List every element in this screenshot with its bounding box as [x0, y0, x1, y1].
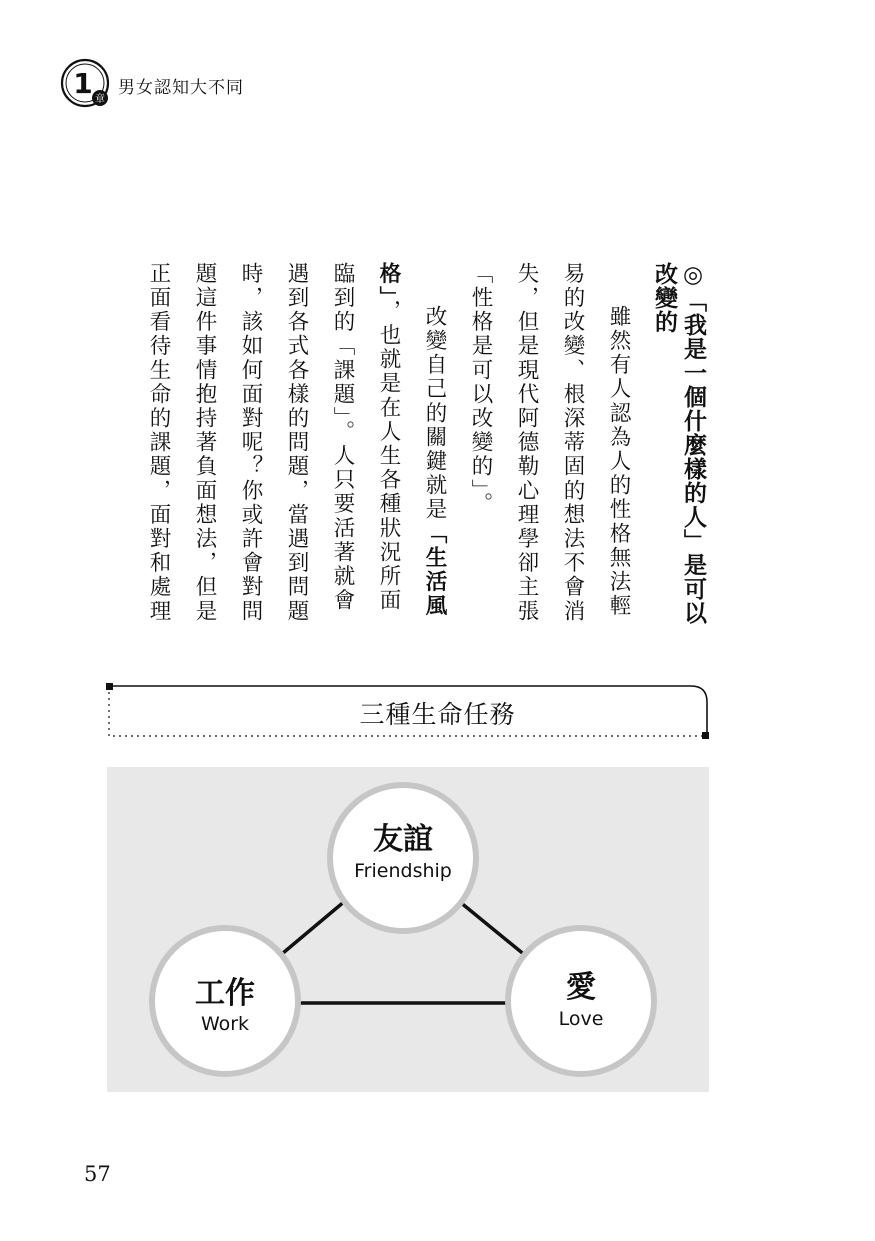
paragraph-2-line-5: 時，該如何面對呢？你或許會對問 [238, 262, 263, 624]
love-zh: 愛 [566, 970, 596, 1005]
paragraph-2-line-7: 正面看待生命的課題，面對和處理 [146, 262, 171, 624]
paragraph-1-line-4: 「性格是可以改變的」。 [468, 262, 493, 517]
paragraph-1-line-1: 雖然有人認為人的性格無法輕 [606, 305, 631, 619]
connector-friendship-work [283, 901, 345, 953]
love-en: Love [558, 1008, 604, 1030]
p2-bold-a: 「生活風 [422, 521, 447, 619]
chapter-title: 男女認知大不同 [118, 78, 244, 98]
figure-title: 三種生命任務 [359, 700, 516, 729]
p2-bold-b: 格」 [376, 262, 401, 300]
friendship-zh: 友誼 [373, 822, 433, 857]
paragraph-2-line-1 [411, 262, 457, 657]
work-en: Work [200, 1013, 250, 1035]
diagram-svg [107, 767, 709, 1092]
p2-text-b: ，也就是在人生各種狀況所面 [376, 299, 401, 613]
heading-line-1: 「我是一個什麼樣的人」是可以 [680, 289, 706, 625]
node-love [508, 928, 654, 1074]
heading-mark-icon: ◎ [680, 262, 706, 289]
p2-text-a: 改變自己的關鍵就是 [422, 305, 447, 522]
paragraph-2-line-6: 題這件事情抱持著負面想法，但是 [192, 262, 217, 624]
section-heading [649, 262, 707, 682]
paragraph-2-line-3: 臨到的「課題」。人只要活著就會 [330, 262, 355, 613]
friendship-en: Friendship [354, 860, 452, 882]
node-friendship [330, 785, 476, 931]
chapter-suffix: 章 [95, 94, 105, 105]
node-work [152, 928, 298, 1074]
life-tasks-diagram [107, 767, 709, 1092]
body-text [135, 262, 707, 657]
connector-friendship-love [460, 902, 526, 956]
chapter-badge [60, 58, 110, 108]
heading-line-2: 改變的 [651, 262, 677, 334]
paragraph-2-line-2 [365, 262, 411, 657]
paragraph-1-line-3: 失，但是現代阿德勒心理學卻主張 [514, 262, 539, 624]
paragraph-2-line-4: 遇到各式各樣的問題，當遇到問題 [284, 262, 309, 624]
page-number: 57 [84, 1162, 111, 1186]
chapter-number: 1 [73, 67, 93, 100]
work-zh: 工作 [195, 976, 255, 1011]
paragraph-1-line-2: 易的改變、根深蒂固的想法不會消 [560, 262, 585, 624]
